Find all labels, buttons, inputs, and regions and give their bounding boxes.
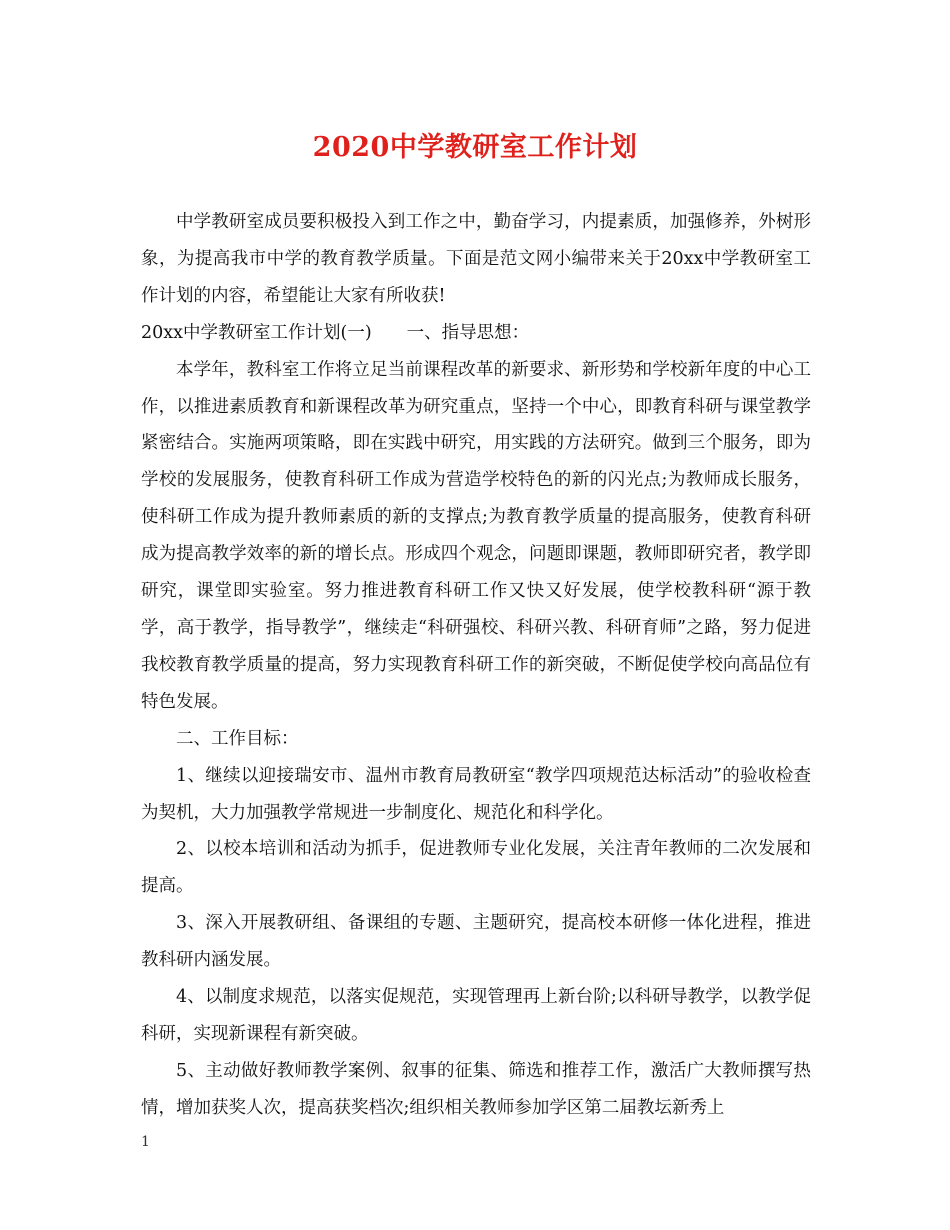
document-body (141, 204, 811, 1127)
document-title: 2020中学教研室工作计划 (312, 132, 638, 163)
paragraph-intro: 中学教研室成员要积极投入到工作之中，勤奋学习，内提素质，加强修养，外树形象，为提高我市中学的教育教学质量。下面是范文网小编带来关于20xx中学教研室工作计划的内容，希望能让大家有所收获! (141, 212, 811, 306)
paragraph-goal-3: 3、深入开展教研组、备课组的专题、主题研究，提高校本研修一体化进程，推进教科研内涵发展。 (141, 913, 811, 971)
paragraph-guiding-ideology: 本学年，教科室工作将立足当前课程改革的新要求、新形势和学校新年度的中心工作，以推进素质教育和新课程改革为研究重点，坚持一个中心，即教育科研与课堂教学紧密结合。实施两项策略，即在实践中研究，用实践的方法研究。做到三个服务，即为学校的发展服务，使教育科研工作成为营造学校特色的新的闪光点;为教师成长服务，使科研工作成为提升教师素质的新的支撑点;为教育教学质量的提高服务，使教育科研成为提高教学效率的新的增长点。形成四个观念，问题即课题，教师即研究者，教学即研究，课堂即实验室。努力推进教育科研工作又快又好发展，使学校教科研“源于教学，高于教学，指导教学”，继续走“科研强校、科研兴教、科研育师”之路，努力促进我校教育教学质量的提高，努力实现教育科研工作的新突破，不断促使学校向高品位有特色发展。 (141, 359, 811, 712)
paragraph-goals-heading: 二、工作目标： (176, 728, 299, 749)
paragraph-goal-2: 2、以校本培训和活动为抓手，促进教师专业化发展，关注青年教师的二次发展和提高。 (141, 839, 811, 897)
paragraph-goal-1: 1、继续以迎接瑞安市、温州市教育局教研室“教学四项规范达标活动”的验收检查为契机，大力加强教学常规进一步制度化、规范化和科学化。 (141, 765, 811, 823)
paragraph-goal-5: 5、主动做好教师教学案例、叙事的征集、筛选和推荐工作，激活广大教师撰写热情，增加获奖人次，提高获奖档次;组织相关教师参加学区第二届教坛新秀上 (141, 1060, 811, 1118)
paragraph-section-heading: 20xx中学教研室工作计划(一) 一、指导思想： (141, 322, 530, 343)
paragraph-goal-4: 4、以制度求规范，以落实促规范，实现管理再上新台阶;以科研导教学，以教学促科研，实现新课程有新突破。 (141, 987, 811, 1044)
page-number: 1 (141, 1134, 150, 1150)
